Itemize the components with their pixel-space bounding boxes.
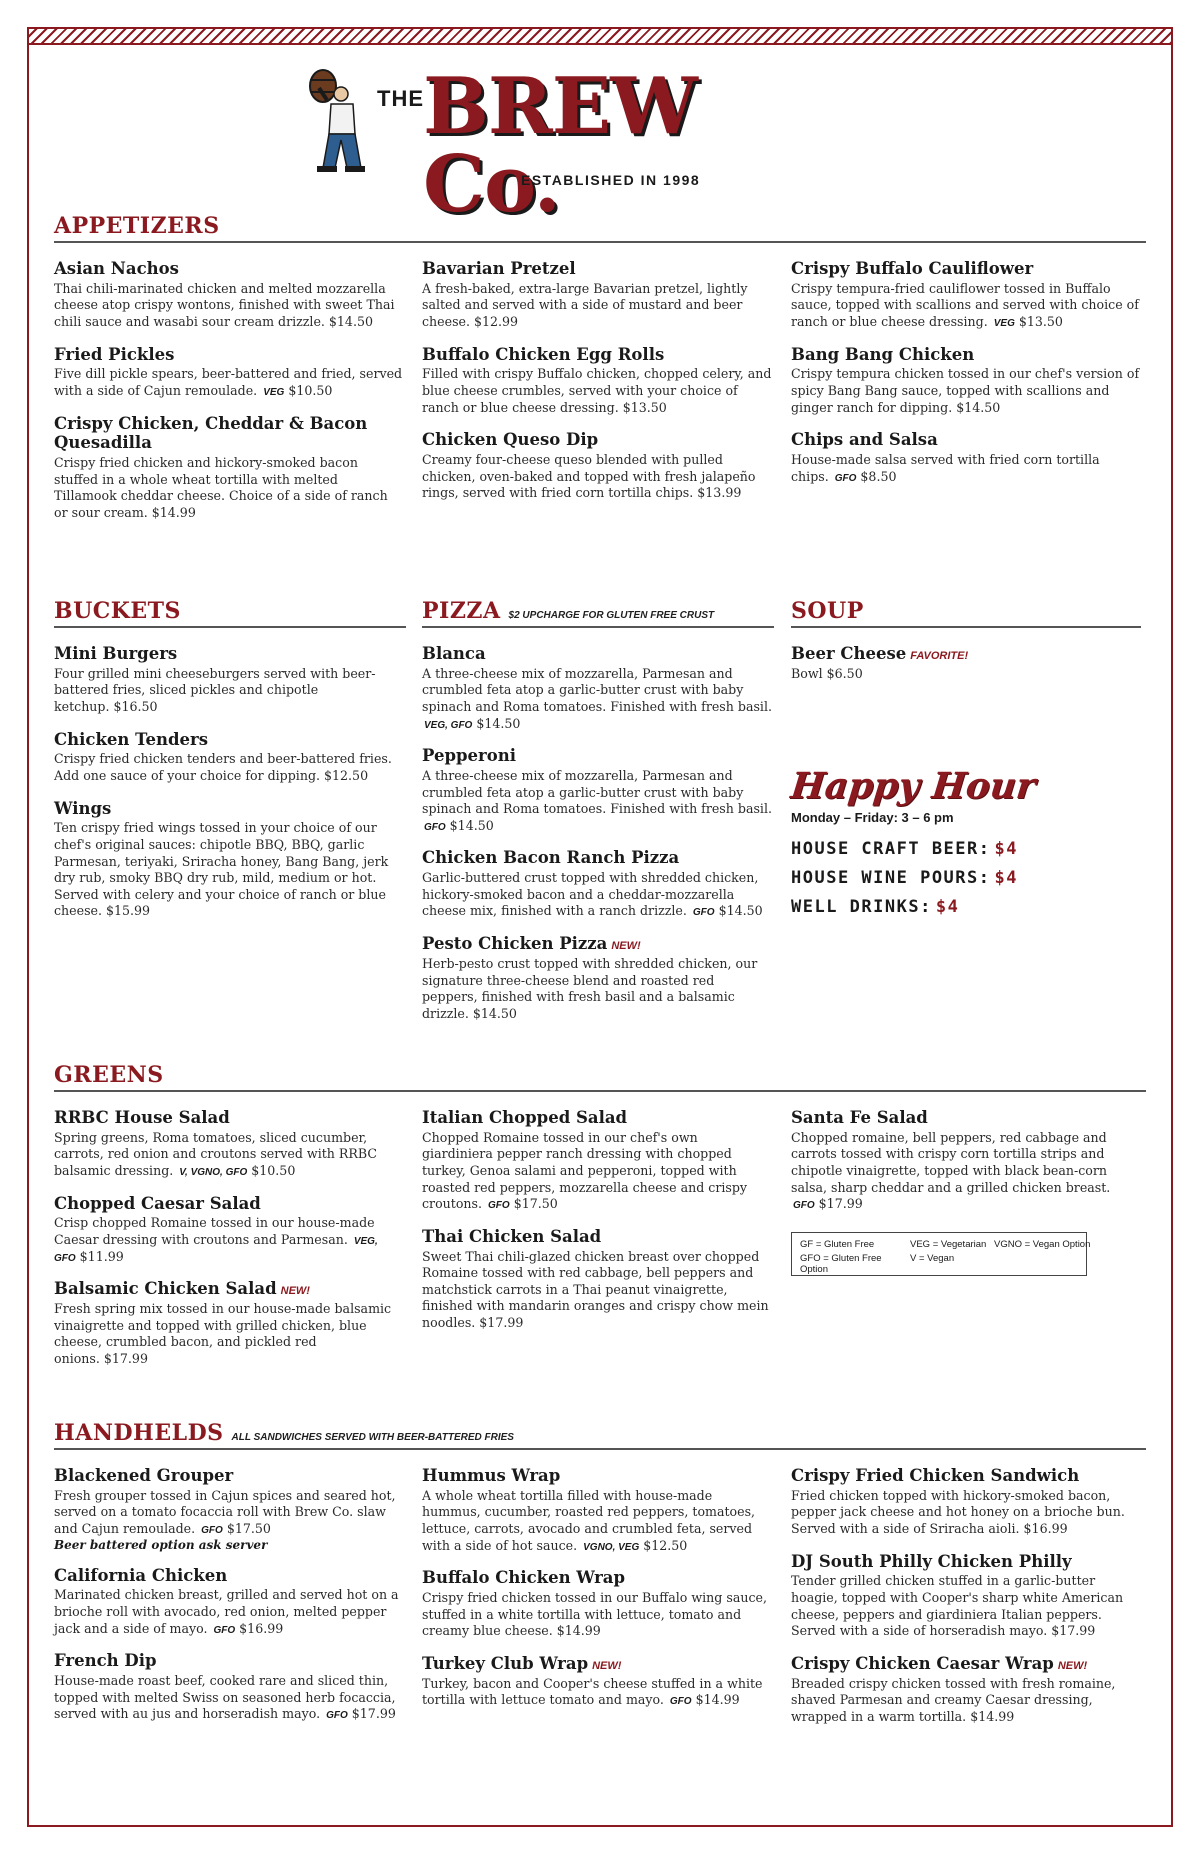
menu-item-name bbox=[54, 1466, 404, 1486]
menu-item-name bbox=[54, 799, 404, 819]
menu-item bbox=[54, 1194, 404, 1266]
menu-item-description bbox=[422, 1676, 772, 1709]
buckets-section bbox=[54, 598, 406, 640]
menu-item-tag: FAVORITE! bbox=[910, 650, 969, 662]
menu-item-price: $17.99 bbox=[1051, 1623, 1096, 1639]
menu-item bbox=[791, 1654, 1141, 1726]
menu-item bbox=[791, 1108, 1141, 1213]
menu-item-description bbox=[54, 1587, 404, 1637]
menu-item-name bbox=[54, 1651, 404, 1671]
menu-item-title: French Dip bbox=[54, 1651, 157, 1671]
menu-item-description bbox=[791, 366, 1141, 416]
menu-item-title: Chicken Tenders bbox=[54, 729, 209, 749]
menu-item-desc-text: House-made roast beef, cooked rare and sliced thin, topped with melted Swiss on seasoned herb focaccia, served with au jus and horseradish mayo. bbox=[54, 1673, 396, 1722]
menu-item-title: DJ South Philly Chicken Philly bbox=[791, 1551, 1072, 1571]
menu-item-title: Pesto Chicken Pizza bbox=[422, 934, 608, 954]
menu-item bbox=[422, 848, 772, 920]
menu-item-title: Chicken Queso Dip bbox=[422, 430, 599, 450]
menu-item-diet: VGNO, VEG bbox=[583, 1541, 640, 1553]
logo-established: ESTABLISHED IN 1998 bbox=[521, 172, 701, 188]
menu-item-description bbox=[422, 666, 772, 732]
menu-item-diet: GFO bbox=[793, 1200, 815, 1212]
menu-item bbox=[54, 644, 404, 716]
appetizers-col-3 bbox=[791, 259, 1141, 499]
pizza-list bbox=[422, 644, 772, 1036]
menu-item bbox=[54, 1466, 404, 1552]
menu-item-name bbox=[422, 746, 772, 766]
menu-item-title: Beer Cheese bbox=[791, 644, 907, 663]
happy-hour-label: HOUSE CRAFT BEER: bbox=[791, 839, 991, 859]
menu-item-description bbox=[54, 751, 404, 784]
menu-item-description bbox=[791, 1573, 1141, 1639]
menu-item-desc-text: Chopped Romaine tossed in our chef's own giardiniera pepper ranch dressing with chopped turkey, Genoa salami and pepperoni, topped with roasted red peppers, mozzarella cheese and crispy croutons. bbox=[422, 1129, 748, 1212]
menu-item-diet: GFO bbox=[201, 1525, 223, 1537]
menu-item-price: $10.50 bbox=[288, 383, 333, 399]
brand-logo bbox=[305, 61, 785, 230]
menu-item-description bbox=[791, 666, 1141, 683]
buckets-title: BUCKETS bbox=[54, 598, 181, 624]
menu-item-name bbox=[54, 1566, 404, 1586]
menu-item bbox=[54, 259, 404, 331]
happy-hour-label: WELL DRINKS: bbox=[791, 897, 932, 917]
appetizers-col-1 bbox=[54, 259, 404, 536]
menu-item-name bbox=[54, 1108, 404, 1128]
menu-item-price: $17.99 bbox=[351, 1706, 396, 1722]
menu-item-name bbox=[422, 1108, 772, 1128]
menu-item-desc-text: Garlic-buttered crust topped with shredded chicken, hickory-smoked bacon and a cheddar-mozzarella cheese mix, finished with a ranch drizzle. bbox=[422, 870, 759, 919]
menu-item-title: Santa Fe Salad bbox=[791, 1108, 928, 1127]
menu-item-title: Chopped Caesar Salad bbox=[54, 1193, 261, 1213]
menu-item-desc-text: A three-cheese mix of mozzarella, Parmesan and crumbled feta atop a garlic-butter crust with baby spinach and Roma tomatoes. Finished with fresh basil. bbox=[422, 768, 772, 817]
pizza-header bbox=[422, 598, 774, 628]
menu-item-price: $15.99 bbox=[106, 903, 151, 919]
menu-item-description bbox=[422, 1249, 772, 1332]
soup-section bbox=[791, 598, 1141, 640]
menu-item-description bbox=[791, 1130, 1141, 1213]
menu-item-price: $13.50 bbox=[1018, 314, 1063, 330]
menu-item-desc-text: Four grilled mini cheeseburgers served with beer-battered fries, sliced pickles and chipotle ketchup. bbox=[54, 665, 376, 715]
diet-legend bbox=[791, 1232, 1091, 1276]
menu-item-price: $17.50 bbox=[226, 1521, 271, 1537]
menu-item-description bbox=[422, 1488, 772, 1554]
happy-hour-block bbox=[788, 765, 1141, 926]
menu-item-price: $8.50 bbox=[860, 468, 897, 484]
menu-item-desc-text: Chopped romaine, bell peppers, red cabbage and carrots tossed with crispy corn tortilla strips and chipotle vinaigrette, topped with black bean-corn salsa, sharp cheddar and a grilled chicken breast. bbox=[791, 1129, 1111, 1195]
menu-item-description bbox=[54, 366, 404, 399]
menu-item bbox=[791, 430, 1141, 485]
menu-item-title: California Chicken bbox=[54, 1565, 228, 1585]
menu-item bbox=[422, 1227, 772, 1332]
menu-item-description bbox=[791, 1488, 1141, 1538]
logo-the: THE bbox=[377, 86, 424, 111]
menu-item bbox=[791, 345, 1141, 417]
menu-item-description bbox=[54, 1301, 404, 1367]
menu-item bbox=[422, 1654, 772, 1709]
legend-veg: VEG = Vegetarian bbox=[910, 1239, 987, 1250]
menu-item-name bbox=[422, 848, 772, 868]
menu-item-price: $14.99 bbox=[970, 1708, 1015, 1724]
brewer-mascot-icon bbox=[305, 64, 375, 179]
menu-item-name bbox=[791, 345, 1141, 365]
menu-item-desc-text: Herb-pesto crust topped with shredded chicken, our signature three-cheese blend and roasted red peppers, finished with fresh basil and a balsamic drizzle. bbox=[422, 955, 758, 1021]
soup-list bbox=[791, 644, 1141, 696]
menu-item-desc-text: House-made salsa served with fried corn tortilla chips. bbox=[791, 452, 1100, 484]
menu-item-diet: GFO bbox=[692, 907, 715, 919]
happy-hour-row bbox=[791, 839, 1141, 859]
menu-item-diet: GFO bbox=[669, 1696, 692, 1708]
handhelds-col-1 bbox=[54, 1466, 404, 1737]
menu-item-note: Beer battered option ask server bbox=[54, 1537, 268, 1552]
menu-item-description bbox=[54, 281, 404, 331]
appetizers-section bbox=[54, 213, 1146, 255]
menu-item-name bbox=[422, 430, 772, 450]
menu-item-diet: VEG bbox=[263, 387, 285, 399]
handhelds-col-3 bbox=[791, 1466, 1141, 1739]
soup-title: SOUP bbox=[791, 598, 864, 624]
menu-item-name bbox=[791, 430, 1141, 450]
menu-item-description bbox=[791, 452, 1141, 485]
menu-item-description bbox=[422, 281, 772, 331]
menu-item-price: $14.50 bbox=[472, 1005, 517, 1021]
menu-item-description bbox=[422, 452, 772, 502]
menu-item-desc-text: Ten crispy fried wings tossed in your choice of our chef's original sauces: chipotle BBQ, BBQ, garlic Parmesan, teriyaki, Sriracha honey, Bang Bang, jerk dry rub, smoky BBQ dry rub, mild, medium or hot. Served with celery and your choice of ranch or blue cheese. bbox=[54, 820, 389, 919]
soup-header bbox=[791, 598, 1141, 628]
happy-hour-row bbox=[791, 868, 1141, 888]
menu-item bbox=[54, 345, 404, 400]
happy-hour-row bbox=[791, 897, 1141, 917]
menu-item-desc-text: Tender grilled chicken stuffed in a garlic-butter hoagie, topped with Cooper's sharp white American cheese, peppers and giardiniera Italian peppers. Served with a side of horseradish mayo. bbox=[791, 1573, 1124, 1639]
menu-item-diet: GFO bbox=[834, 472, 857, 484]
pizza-title: PIZZA bbox=[422, 598, 501, 624]
menu-item-diet: V, VGNO, GFO bbox=[179, 1167, 248, 1179]
menu-item-name bbox=[422, 1466, 772, 1486]
legend-gfo: GFO = Gluten Free Option bbox=[800, 1253, 882, 1275]
menu-item-title: Hummus Wrap bbox=[422, 1466, 561, 1485]
menu-item-description bbox=[422, 1130, 772, 1213]
menu-item-desc-text: Creamy four-cheese queso blended with pulled chicken, oven-baked and topped with fresh jalapeño rings, served with fried corn tortilla chips. bbox=[422, 452, 756, 501]
menu-item-title: Asian Nachos bbox=[54, 259, 179, 278]
menu-item-name bbox=[422, 345, 772, 365]
menu-item bbox=[422, 345, 772, 417]
buckets-list bbox=[54, 644, 404, 934]
menu-item-name bbox=[791, 1108, 1141, 1128]
appetizers-header bbox=[54, 213, 1146, 243]
menu-item-diet: GFO bbox=[326, 1710, 348, 1722]
menu-item-desc-text: Sweet Thai chili-glazed chicken breast over chopped Romaine tossed with red cabbage, bell peppers and matchstick carrots in a Thai peanut vinaigrette, finished with mandarin oranges and crispy chow mein noodles. bbox=[422, 1248, 769, 1331]
menu-item bbox=[54, 414, 404, 522]
menu-item-price: $14.50 bbox=[476, 715, 521, 731]
menu-item-title: Bang Bang Chicken bbox=[791, 344, 975, 364]
menu-item-title: Mini Burgers bbox=[54, 644, 178, 663]
menu-item-name bbox=[54, 1279, 404, 1299]
menu-item-title: Thai Chicken Salad bbox=[422, 1226, 602, 1246]
menu-item-diet: GFO bbox=[213, 1624, 236, 1636]
menu-item-name bbox=[422, 934, 772, 954]
happy-hour-time: Monday – Friday: 3 – 6 pm bbox=[791, 810, 954, 825]
menu-item-desc-text: Bowl bbox=[791, 665, 823, 681]
menu-item-desc-text: A three-cheese mix of mozzarella, Parmesan and crumbled feta atop a garlic-butter crust with baby spinach and Roma tomatoes. Finished with fresh basil. bbox=[422, 665, 772, 715]
menu-item bbox=[54, 1108, 404, 1180]
appetizers-title: APPETIZERS bbox=[54, 213, 220, 239]
menu-item-desc-text: Breaded crispy chicken tossed with fresh romaine, shaved Parmesan and creamy Caesar dressing, wrapped in a warm tortilla. bbox=[791, 1675, 1116, 1724]
menu-item bbox=[54, 1279, 404, 1367]
menu-item bbox=[791, 1466, 1141, 1538]
menu-item-price: $11.99 bbox=[79, 1248, 124, 1264]
menu-item-title: Balsamic Chicken Salad bbox=[54, 1279, 277, 1299]
menu-item-title: Crispy Chicken Caesar Wrap bbox=[791, 1653, 1054, 1673]
menu-item-title: Buffalo Chicken Wrap bbox=[422, 1568, 626, 1588]
menu-item-price: $14.50 bbox=[449, 817, 494, 833]
menu-item-title: Wings bbox=[54, 798, 112, 818]
happy-hour-label: HOUSE WINE POURS: bbox=[791, 868, 991, 888]
menu-item-diet: VEG, GFO bbox=[54, 1236, 378, 1264]
menu-item-title: Crispy Chicken, Cheddar & Bacon Quesadilla bbox=[54, 413, 368, 453]
legend-gf: GF = Gluten Free bbox=[800, 1239, 875, 1250]
menu-item-name bbox=[54, 414, 404, 454]
menu-item-description bbox=[54, 455, 404, 521]
menu-item-description bbox=[422, 956, 772, 1022]
menu-item-tag: NEW! bbox=[592, 1659, 622, 1672]
menu-item-desc-text: Fresh grouper tossed in Cajun spices and seared hot, served on a tomato focaccia roll with Brew Co. slaw and Cajun remoulade. bbox=[54, 1487, 396, 1537]
menu-item bbox=[54, 730, 404, 785]
menu-item-tag: NEW! bbox=[611, 940, 641, 953]
menu-item-desc-text: Spring greens, Roma tomatoes, sliced cucumber, carrots, red onion and croutons served with RRBC balsamic dressing. bbox=[54, 1129, 377, 1179]
menu-item-name bbox=[422, 644, 772, 664]
greens-title: GREENS bbox=[54, 1062, 164, 1088]
menu-item bbox=[422, 1466, 772, 1554]
menu-item-description bbox=[54, 1130, 404, 1180]
menu-item-desc-text: Thai chili-marinated chicken and melted mozzarella cheese atop crispy wontons, finished with sweet Thai chili sauce and wasabi sour cream drizzle. bbox=[54, 280, 395, 330]
menu-item bbox=[422, 1568, 772, 1640]
greens-header bbox=[54, 1062, 1146, 1092]
menu-item-title: Turkey Club Wrap bbox=[422, 1653, 589, 1673]
menu-item-price: $16.99 bbox=[239, 1620, 284, 1636]
happy-hour-price: $4 bbox=[994, 868, 1018, 888]
greens-section bbox=[54, 1062, 1146, 1104]
menu-item-price: $16.99 bbox=[1023, 1521, 1068, 1537]
menu-item-price: $14.99 bbox=[556, 1623, 601, 1639]
happy-hour-price: $4 bbox=[935, 897, 960, 917]
menu-item-desc-text: Crisp chopped Romaine tossed in our house-made Caesar dressing with croutons and Parmesan. bbox=[54, 1215, 375, 1248]
menu-item-title: Chicken Bacon Ranch Pizza bbox=[422, 848, 680, 868]
menu-item-price: $17.99 bbox=[479, 1315, 524, 1331]
menu-item bbox=[422, 746, 772, 834]
menu-item-price: $12.50 bbox=[643, 1537, 688, 1553]
pizza-section bbox=[422, 598, 774, 640]
menu-item-title: Blackened Grouper bbox=[54, 1466, 234, 1485]
menu-item-price: $12.50 bbox=[324, 768, 369, 784]
menu-item-name bbox=[422, 1568, 772, 1588]
menu-item-desc-text: A whole wheat tortilla filled with house-made hummus, cucumber, roasted red peppers, tomatoes, lettuce, carrots, avocado and crumbled feta, served with a side of hot sauce. bbox=[422, 1487, 756, 1553]
menu-item-title: Fried Pickles bbox=[54, 344, 175, 364]
menu-item-price: $17.99 bbox=[818, 1196, 863, 1212]
menu-item-price: $10.50 bbox=[251, 1163, 296, 1179]
menu-item-name bbox=[791, 259, 1141, 279]
greens-col-2 bbox=[422, 1108, 772, 1346]
menu-item bbox=[54, 1651, 404, 1723]
menu-item-name bbox=[791, 644, 1141, 664]
greens-col-1 bbox=[54, 1108, 404, 1381]
menu-item-description bbox=[54, 1488, 404, 1538]
menu-item-desc-text: Fresh spring mix tossed in our house-made balsamic vinaigrette and topped with grilled chicken, blue cheese, crumbled bacon, and pickled red onions. bbox=[54, 1301, 392, 1366]
buckets-header bbox=[54, 598, 406, 628]
greens-col-3 bbox=[791, 1108, 1141, 1227]
menu-item-desc-text: Filled with crispy Buffalo chicken, chopped celery, and blue cheese crumbles, served with your choice of ranch or blue cheese dressing. bbox=[422, 366, 772, 415]
menu-item-name bbox=[54, 644, 404, 664]
menu-item-title: Italian Chopped Salad bbox=[422, 1108, 628, 1127]
menu-item-description bbox=[54, 1215, 404, 1265]
menu-item-description bbox=[422, 870, 772, 920]
menu-item bbox=[422, 430, 772, 502]
menu-item-desc-text: Crispy tempura-fried cauliflower tossed in Buffalo sauce, topped with scallions and served with choice of ranch or blue cheese dressing. bbox=[791, 280, 1139, 330]
pizza-note: $2 UPCHARGE FOR GLUTEN FREE CRUST bbox=[508, 610, 715, 621]
menu-item-desc-text: Marinated chicken breast, grilled and served hot on a brioche roll with avocado, red onion, melted pepper jack and a side of mayo. bbox=[54, 1587, 399, 1636]
menu-item-tag: NEW! bbox=[280, 1285, 310, 1298]
menu-item-price: $14.50 bbox=[718, 903, 763, 919]
menu-item bbox=[791, 259, 1141, 331]
menu-item-desc-text: A fresh-baked, extra-large Bavarian pretzel, lightly salted and served with a side of mustard and beer cheese. bbox=[422, 280, 748, 330]
menu-item bbox=[422, 644, 772, 732]
menu-item-desc-text: Fried chicken topped with hickory-smoked bacon, pepper jack cheese and hot honey on a brioche bun. Served with a side of Sriracha aioli. bbox=[791, 1487, 1125, 1537]
menu-item bbox=[422, 1108, 772, 1213]
happy-hour-price: $4 bbox=[994, 839, 1018, 859]
menu-item bbox=[422, 259, 772, 331]
menu-item-price: $6.50 bbox=[826, 665, 863, 681]
menu-item-price: $13.99 bbox=[697, 485, 742, 501]
menu-item-description bbox=[54, 666, 404, 716]
menu-item-diet: VEG bbox=[993, 318, 1015, 330]
menu-item bbox=[54, 799, 404, 920]
menu-item-description bbox=[791, 281, 1141, 331]
menu-item-name bbox=[54, 259, 404, 279]
menu-item-description bbox=[54, 1673, 404, 1723]
menu-item-diet: GFO bbox=[488, 1200, 510, 1212]
menu-item-price: $12.99 bbox=[474, 314, 519, 330]
menu-item-title: RRBC House Salad bbox=[54, 1108, 230, 1127]
menu-item-name bbox=[422, 259, 772, 279]
appetizers-col-2 bbox=[422, 259, 772, 516]
menu-item-price: $17.50 bbox=[513, 1196, 558, 1212]
legend-vgno: VGNO = Vegan Option bbox=[994, 1239, 1091, 1250]
menu-item-title: Blanca bbox=[422, 644, 486, 663]
menu-item-price: $14.50 bbox=[956, 399, 1001, 415]
menu-item bbox=[422, 934, 772, 1022]
menu-item bbox=[54, 1566, 404, 1638]
menu-item-desc-text: Crispy fried chicken and hickory-smoked bacon stuffed in a whole wheat tortilla with melted Tillamook cheddar cheese. Choice of a side of ranch or sour cream. bbox=[54, 455, 388, 521]
menu-item-name bbox=[791, 1466, 1141, 1486]
menu-item-desc-text: Crispy fried chicken tenders and beer-battered fries. Add one sauce of your choice for dipping. bbox=[54, 751, 392, 784]
menu-item-price: $16.50 bbox=[113, 699, 158, 715]
handhelds-col-2 bbox=[422, 1466, 772, 1723]
handhelds-header bbox=[54, 1420, 1146, 1450]
menu-item-desc-text: Turkey, bacon and Cooper's cheese stuffed in a white tortilla with lettuce tomato and mayo. bbox=[422, 1675, 763, 1708]
menu-item-name bbox=[54, 1194, 404, 1214]
menu-item-price: $14.99 bbox=[695, 1692, 740, 1708]
menu-item-description bbox=[422, 768, 772, 834]
menu-item-title: Pepperoni bbox=[422, 746, 516, 766]
menu-item-title: Bavarian Pretzel bbox=[422, 259, 576, 278]
menu-item-name bbox=[422, 1227, 772, 1247]
menu-item-desc-text: Crispy fried chicken tossed in our Buffalo wing sauce, stuffed in a white tortilla with lettuce, tomato and creamy blue cheese. bbox=[422, 1590, 767, 1639]
menu-item-tag: NEW! bbox=[1057, 1659, 1088, 1672]
menu-item-title: Chips and Salsa bbox=[791, 430, 938, 450]
menu-item-name bbox=[54, 345, 404, 365]
happy-hour-title: Happy Hour bbox=[788, 765, 1038, 807]
menu-item-description bbox=[422, 1590, 772, 1640]
menu-item-description bbox=[422, 366, 772, 416]
menu-item-title: Crispy Fried Chicken Sandwich bbox=[791, 1466, 1080, 1485]
menu-item-name bbox=[791, 1552, 1141, 1572]
menu-item-desc-text: Five dill pickle spears, beer-battered and fried, served with a side of Cajun remoulade. bbox=[54, 366, 403, 399]
handhelds-note: ALL SANDWICHES SERVED WITH BEER-BATTERED FRIES bbox=[231, 1432, 514, 1443]
handhelds-section bbox=[54, 1420, 1146, 1462]
menu-item bbox=[791, 1552, 1141, 1640]
menu-item-price: $14.50 bbox=[328, 314, 373, 330]
menu-item-name bbox=[422, 1654, 772, 1674]
menu-item-price: $14.99 bbox=[151, 505, 196, 521]
menu-item-name bbox=[791, 1654, 1141, 1674]
menu-item-description bbox=[791, 1676, 1141, 1726]
menu-item-price: $17.99 bbox=[103, 1350, 148, 1366]
legend-v: V = Vegan bbox=[910, 1253, 955, 1264]
menu-item-desc-text: Crispy tempura chicken tossed in our chef's version of spicy Bang Bang sauce, topped with scallions and ginger ranch for dipping. bbox=[791, 366, 1140, 415]
menu-item-diet: VEG, GFO bbox=[424, 719, 473, 731]
logo-brand-name: BREW Co. bbox=[423, 61, 697, 230]
menu-item-description bbox=[54, 820, 404, 920]
menu-item bbox=[791, 644, 1141, 682]
menu-item-title: Buffalo Chicken Egg Rolls bbox=[422, 344, 665, 364]
menu-item-price: $13.50 bbox=[622, 399, 667, 415]
handhelds-title: HANDHELDS bbox=[54, 1420, 224, 1446]
menu-item-diet: GFO bbox=[424, 821, 446, 833]
menu-item-title: Crispy Buffalo Cauliflower bbox=[791, 259, 1034, 278]
menu-item-name bbox=[54, 730, 404, 750]
